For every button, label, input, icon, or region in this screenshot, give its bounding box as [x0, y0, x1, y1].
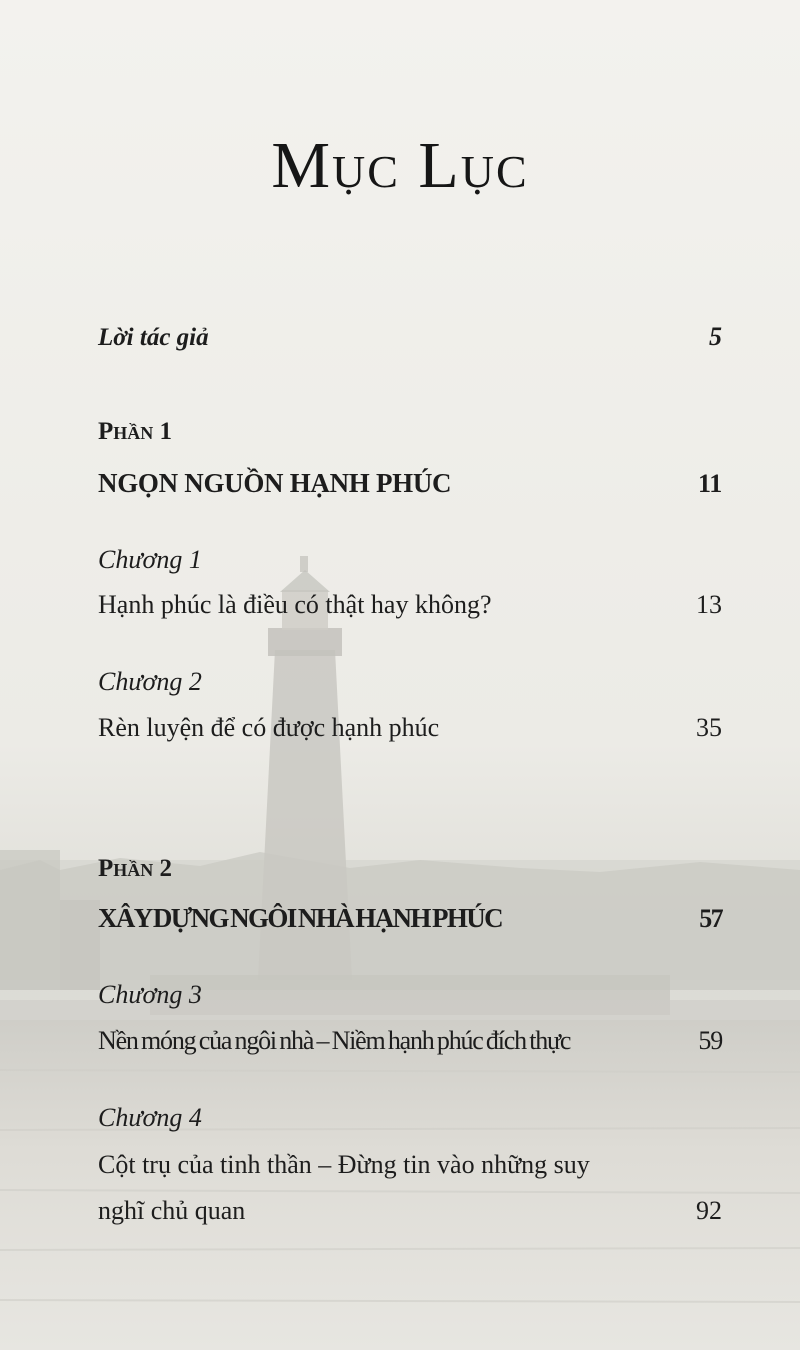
part-title-text: XÂY DỰNG NGÔI NHÀ HẠNH PHÚC [98, 903, 503, 933]
chapter-1-label [98, 545, 722, 575]
toc-entry-chapter-3[interactable] [98, 1026, 722, 1056]
toc-page-number: 57 [699, 904, 722, 933]
part-title-text: NGỌN NGUỒN HẠNH PHÚC [98, 468, 452, 498]
chapter-label-text: Chương 3 [98, 980, 202, 1009]
toc-entry-chapter-2[interactable] [98, 713, 722, 743]
toc-entry-label: Lời tác giả [98, 324, 209, 351]
part-2-label [98, 855, 722, 883]
toc-entry-chapter-4-line-1[interactable] [98, 1150, 722, 1180]
page-title: Mục Lục [271, 129, 529, 202]
chapter-4-label [98, 1103, 722, 1133]
chapter-label-text: Chương 1 [98, 545, 202, 574]
toc-entry-part-2[interactable] [98, 903, 722, 934]
part-label-text: Phần 2 [98, 855, 173, 882]
chapter-label-text: Chương 4 [98, 1103, 202, 1132]
toc-page-number: 35 [696, 713, 722, 742]
chapter-label-text: Chương 2 [98, 667, 202, 696]
part-1-label [98, 418, 722, 446]
toc-page-number: 11 [698, 469, 722, 498]
toc-page-number: 5 [709, 322, 722, 351]
toc-entry-preface[interactable] [98, 322, 722, 352]
chapter-title-text: Hạnh phúc là điều có thật hay không? [98, 590, 492, 619]
part-label-text: Phần 1 [98, 418, 173, 445]
chapter-title-text: Nền móng của ngôi nhà – Niềm hạnh phúc đích thực [98, 1026, 571, 1055]
toc-page-number: 59 [698, 1026, 722, 1055]
chapter-2-label [98, 667, 722, 697]
toc-entry-part-1[interactable] [98, 468, 722, 499]
chapter-title-text: Cột trụ của tinh thần – Đừng tin vào những suy [98, 1150, 590, 1179]
toc-entry-chapter-1[interactable] [98, 590, 722, 620]
chapter-title-text: Rèn luyện để có được hạnh phúc [98, 713, 440, 742]
toc-page-number: 92 [696, 1196, 722, 1225]
toc-page-number: 13 [696, 590, 722, 619]
toc-entry-chapter-4-line-2[interactable] [98, 1196, 722, 1226]
chapter-title-text: nghĩ chủ quan [98, 1196, 246, 1225]
chapter-3-label [98, 980, 722, 1010]
